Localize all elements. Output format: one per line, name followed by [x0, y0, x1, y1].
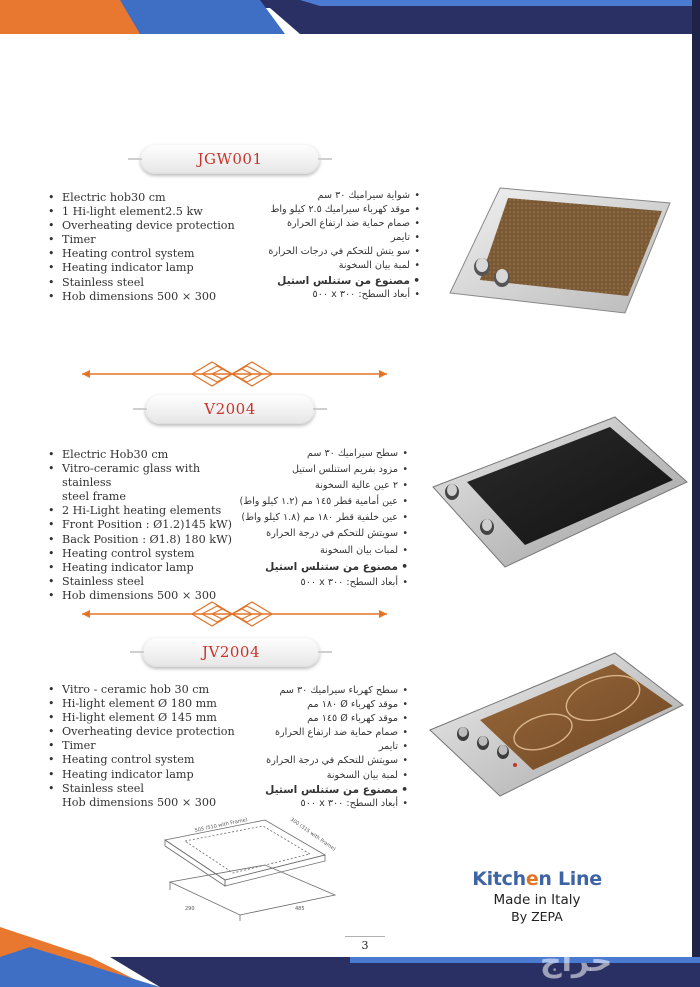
spec-item-ar: • ٢ عين عالية السخونة — [228, 478, 408, 494]
spec-item-ar: • شواية سيراميك ٣٠ سم — [230, 189, 420, 203]
spec-item: • Front Position : Ø1.2)145 kW) — [48, 518, 248, 532]
spec-item: • Stainless steel — [48, 575, 248, 589]
brand-name-accent: e — [525, 868, 539, 890]
spec-item: • Heating indicator lamp — [48, 261, 268, 275]
spec-item-ar: • أبعاد السطح: ٣٠٠ x ٥٠٠ — [228, 575, 408, 591]
spec-item-ar: • تايمر — [230, 231, 420, 245]
spec-item-ar: • سو يتش للتحكم في درجات الحرارة — [230, 245, 420, 259]
spec-item: • Back Position : Ø1.8) 180 kW) — [48, 533, 248, 547]
spec-item: • Heating control system — [48, 753, 268, 767]
brand-block — [462, 868, 612, 924]
spec-item: • Hi-light element Ø 180 mm — [48, 697, 268, 711]
ornament-divider — [82, 596, 387, 632]
spec-item-ar: • سويتش للتحكم في درجة الحرارة — [228, 526, 408, 542]
specs-en-v2004 — [48, 448, 248, 603]
spec-item: • Vitro-ceramic glass with stainless — [48, 462, 248, 490]
spec-item-ar: • أبعاد السطح: ٣٠٠ x ٥٠٠ — [230, 288, 420, 302]
top-decorative-band — [0, 0, 700, 34]
spec-item-ar: • عين أمامية قطر ١٤٥ مم (١.٢ كيلو واط) — [228, 494, 408, 510]
spec-item: • Timer — [48, 233, 268, 247]
spec-item-ar: • سطح سيراميك ٣٠ سم — [228, 446, 408, 462]
spec-item: • Electric hob30 cm — [48, 191, 268, 205]
dimension-diagram — [155, 810, 355, 922]
dimension-label: 300 (315 with Frame) — [288, 816, 337, 853]
spec-item-ar: • لمبة بيان السخونة — [222, 769, 408, 783]
spec-item: • 1 Hi-light element2.5 kw — [48, 205, 268, 219]
spec-item: • Stainless steel — [48, 276, 268, 290]
spec-item-ar: • تايمر — [222, 740, 408, 754]
spec-item: • Overheating device protection — [48, 725, 268, 739]
spec-item: Hob dimensions 500 × 300 — [62, 795, 217, 809]
spec-item: • Timer — [48, 739, 268, 753]
page-number: 3 — [345, 936, 385, 952]
spec-item: • 2 Hi-Light heating elements — [48, 504, 248, 518]
spec-item-ar: • موقد كهرباء Ø ١٨٠ مم — [222, 698, 408, 712]
spec-item: • Vitro - ceramic hob 30 cm — [48, 683, 268, 697]
spec-item-ar: • لمبة بيان السخونة — [230, 259, 420, 273]
spec-item: • Electric Hob30 cm — [48, 448, 248, 462]
spec-item-ar: • سويتش للتحكم في درجة الحرارة — [222, 754, 408, 768]
model-badge-jgw001 — [140, 144, 320, 174]
spec-item: • Hi-light element Ø 145 mm — [48, 711, 268, 725]
model-badge-jv2004 — [142, 637, 320, 667]
dimension-label: 505 (510 with Frame) — [194, 816, 249, 834]
brand-maker: By ZEPA — [511, 909, 563, 924]
spec-item: • Hob dimensions 500 × 300 — [48, 589, 248, 603]
spec-item: • Heating indicator lamp — [48, 561, 248, 575]
brand-logo — [462, 868, 612, 890]
spec-item-ar: • لمبات بيان السخونة — [228, 543, 408, 559]
spec-item: • Heating control system — [48, 547, 248, 561]
two-zone-ceramic-hob-image — [425, 650, 687, 800]
brand-name-part: n Line — [538, 868, 602, 890]
spec-item: • Heating control system — [48, 247, 268, 261]
black-glass-hob-image — [425, 412, 693, 577]
spec-item-ar: • سطح كهرباء سيراميك ٣٠ سم — [222, 684, 408, 698]
specs-ar-jgw001 — [230, 189, 420, 302]
dimension-label: 485 — [295, 906, 305, 912]
specs-ar-v2004 — [228, 446, 408, 591]
spec-item: • Overheating device protection — [48, 219, 268, 233]
brand-name-part: Kitch — [472, 868, 526, 890]
model-badge-v2004 — [145, 394, 315, 424]
spec-item-ar: • مصنوع من ستنلس استيل — [230, 274, 420, 288]
spec-item-ar: • موقد كهرباء سيراميك ٢.٥ كيلو واط — [230, 203, 420, 217]
right-frame-edge — [692, 0, 700, 987]
spec-item: • Stainless steel — [48, 782, 268, 796]
spec-item: • Hob dimensions 500 × 300 — [48, 290, 268, 304]
spec-item-ar: • عين خلفية قطر ١٨٠ مم (١.٨ كيلو واط) — [228, 510, 408, 526]
brand-origin: Made in Italy — [493, 892, 581, 908]
spec-item-ar: • أبعاد السطح: ٣٠٠ x ٥٠٠ — [222, 797, 408, 811]
spec-item-ar: • مصنوع من ستنلس استيل — [222, 783, 408, 797]
watermark: حراج — [540, 944, 613, 979]
specs-ar-jv2004 — [222, 684, 408, 811]
spec-item-ar: • صمام حماية ضد ارتفاع الحرارة — [230, 217, 420, 231]
model-label: JGW001 — [197, 150, 263, 168]
model-label: JV2004 — [201, 643, 261, 661]
ornament-divider — [82, 356, 387, 392]
spec-item: steel frame — [62, 490, 127, 504]
spec-item-ar: • صمام حماية ضد ارتفاع الحرارة — [222, 726, 408, 740]
single-zone-hob-image — [440, 178, 680, 318]
model-label: V2004 — [204, 400, 256, 418]
spec-item-ar: • مزود بفريم استنلس استيل — [228, 462, 408, 478]
dimension-label: 290 — [185, 906, 195, 912]
spec-item-ar: • موقد كهرباء Ø ١٤٥ مم — [222, 712, 408, 726]
spec-item-ar: • مصنوع من ستنلس استيل — [228, 559, 408, 575]
spec-item: • Heating indicator lamp — [48, 768, 268, 782]
